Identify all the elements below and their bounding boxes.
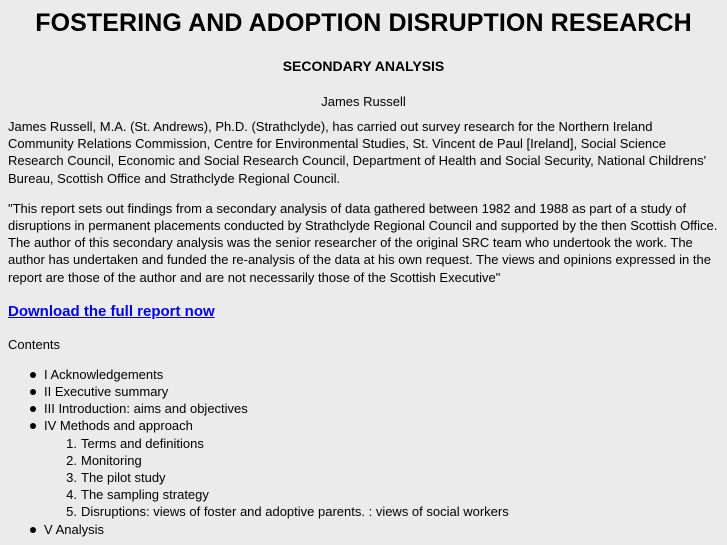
sub-item-number: 4.: [66, 487, 77, 503]
bullet-icon: [30, 527, 36, 533]
sub-item-label: Terms and definitions: [81, 435, 204, 451]
bullet-icon: [30, 406, 36, 412]
sub-item-number: 5.: [66, 504, 77, 520]
download-report-link[interactable]: Download the full report now: [8, 302, 215, 320]
sub-list-item: [66, 503, 719, 520]
sub-item-label: The sampling strategy: [81, 487, 209, 503]
toc-item-label: I Acknowledgements: [44, 366, 164, 382]
sub-list-item: [66, 469, 719, 486]
sub-item-number: 2.: [66, 452, 77, 468]
bullet-icon: [30, 372, 36, 378]
sub-list-item: [66, 452, 719, 469]
page-subtitle: SECONDARY ANALYSIS: [282, 58, 445, 74]
list-item: [44, 521, 719, 538]
list-item: [44, 400, 719, 417]
sub-item-label: The pilot study: [81, 470, 166, 486]
sub-item-number: 3.: [66, 470, 77, 486]
contents-list: [8, 366, 719, 538]
toc-item-label: IV Methods and approach: [44, 418, 193, 434]
list-item: [44, 417, 719, 520]
bullet-icon: [30, 423, 36, 429]
sub-item-label: Monitoring: [81, 452, 142, 468]
author-name: James Russell: [321, 94, 406, 109]
report-summary-paragraph: "This report sets out findings from a secondary analysis of data gathered between 1982 and 1988 as part of a study of disruptions in permanent placements conducted by Strathclyde Regional Council and supported by the then Scottish Office. The author of this secondary analysis was the senior researcher of the original SRC team who undertook the work. The author has undertaken and funded the re-analysis of the data at his own request. The views and opinions expressed in the report are those of the author and are not necessarily those of the Scottish Executive": [8, 200, 718, 285]
author-bio-paragraph: James Russell, M.A. (St. Andrews), Ph.D. (Strathclyde), has carried out survey research for the Northern Ireland Community Relations Commission, Centre for Environmental Studies, St. Vincent de Paul [Ireland], Social Science Research Council, Economic and Social Research Council, Department of Health and Social Security, National Childrens' Bureau, Scottish Office and Strathclyde Regional Council.: [8, 119, 707, 186]
list-item: [44, 383, 719, 400]
sub-list-item: [66, 486, 719, 503]
toc-item-label: V Analysis: [44, 521, 104, 537]
list-item: [44, 366, 719, 383]
page-title: FOSTERING AND ADOPTION DISRUPTION RESEARCH: [35, 9, 692, 37]
contents-heading: Contents: [8, 336, 61, 352]
bullet-icon: [30, 389, 36, 395]
contents-sublist: [44, 435, 719, 521]
sub-item-number: 1.: [66, 435, 77, 451]
toc-item-label: II Executive summary: [44, 384, 169, 400]
toc-item-label: III Introduction: aims and objectives: [44, 401, 248, 417]
sub-item-label: Disruptions: views of foster and adoptive parents. : views of social workers: [81, 504, 509, 520]
sub-list-item: [66, 435, 719, 452]
